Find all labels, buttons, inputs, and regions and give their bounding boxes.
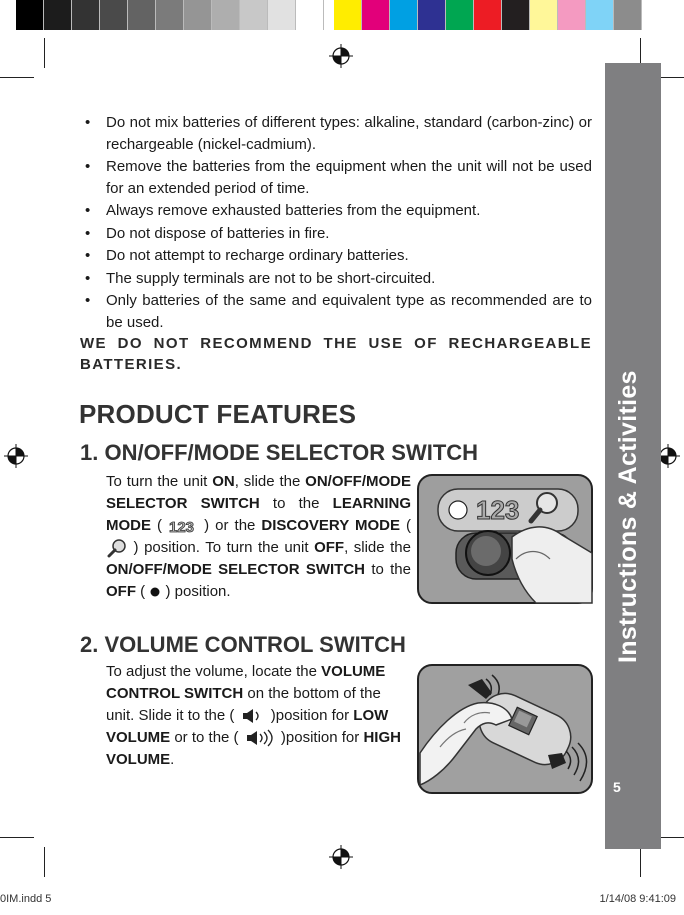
color-swatch (474, 0, 502, 30)
bullet: • (85, 224, 91, 242)
crop-mark (0, 77, 34, 78)
color-swatch (614, 0, 642, 30)
section-2-paragraph: To adjust the volume, locate the VOLUME CONTROL SWITCH on the bottom of the unit. Slide it to the ( )position for LOW VOLUME or to the ( )position for HIGH VOLUME. (106, 663, 401, 768)
bullet: • (85, 202, 91, 219)
list-item: • Always remove exhausted batteries from the equipment. (80, 200, 592, 222)
color-swatch (362, 0, 390, 30)
section-1-title: 1. ON/OFF/MODE SELECTOR SWITCH (80, 440, 479, 465)
list-item: • Do not dispose of batteries in fire. (80, 223, 592, 245)
magnifier-icon (106, 538, 128, 558)
color-swatch (72, 0, 100, 30)
crop-mark (0, 837, 34, 838)
crop-mark (44, 847, 45, 877)
crop-mark (44, 38, 45, 68)
sidebar-tab (605, 63, 661, 849)
battery-warnings-list (80, 112, 592, 334)
sidebar-title: Instructions & Activities (614, 370, 642, 663)
bullet: • (85, 114, 91, 131)
low-volume-icon (239, 707, 267, 725)
page-number: 5 (613, 779, 621, 795)
rechargeable-warning: WE DO NOT RECOMMEND THE USE OF RECHARGEABLE BATTERIES. (80, 335, 592, 373)
bullet: • (85, 269, 91, 287)
list-item: • Remove the batteries from the equipment when the unit will not be used for an extended period of time. (85, 158, 592, 197)
list-item: • Only batteries of the same and equivalent type as recommended are to be used. (85, 292, 592, 331)
color-swatch (212, 0, 240, 30)
volume-switch-illustration (416, 663, 594, 795)
learning-mode-numbers: 123 (476, 495, 520, 525)
mode-switch-illustration (416, 473, 594, 605)
section-2-title: 2. VOLUME CONTROL SWITCH (80, 632, 406, 657)
off-dot-icon (149, 586, 161, 598)
color-swatch (446, 0, 474, 30)
color-calibration-bar (16, 0, 642, 30)
high-volume-icon (243, 729, 277, 747)
color-swatch (502, 0, 530, 30)
registration-mark-icon (329, 44, 353, 68)
color-swatch (586, 0, 614, 30)
list-item: • Do not attempt to recharge ordinary batteries. (80, 245, 592, 267)
footer-timestamp: 1/14/08 9:41:09 (599, 893, 676, 905)
bullet: • (85, 158, 91, 175)
color-swatch (418, 0, 446, 30)
registration-mark-icon (4, 444, 28, 468)
color-swatch (184, 0, 212, 30)
bullet: • (85, 247, 91, 264)
bullet: • (85, 292, 91, 309)
learning-mode-numbers: 123 (169, 519, 195, 536)
page-title: PRODUCT FEATURES (79, 399, 357, 429)
color-swatch (44, 0, 72, 30)
learning-mode-icon (168, 517, 198, 535)
swatch-gap (324, 0, 334, 30)
color-swatch (100, 0, 128, 30)
list-item: • Do not mix batteries of different types: alkaline, standard (carbon-zinc) or rechargeable (nickel-cadmium). (85, 114, 592, 153)
color-swatch (334, 0, 362, 30)
color-swatch (156, 0, 184, 30)
color-swatch (296, 0, 324, 30)
color-swatch (558, 0, 586, 30)
color-swatch (128, 0, 156, 30)
registration-mark-icon (329, 845, 353, 869)
section-1-paragraph: To turn the unit ON, slide the ON/OFF/MODE SELECTOR SWITCH to the LEARNING MODE ( 123 ) or the DISCOVERY MODE ( ) position. To turn the unit OFF, slide the ON/OFF/MODE SELECTOR SWITCH to the OFF ( ) position. (106, 473, 412, 600)
list-item: • The supply terminals are not to be short-circuited. (80, 268, 592, 290)
color-swatch (16, 0, 44, 30)
crop-mark (640, 847, 641, 877)
color-swatch (390, 0, 418, 30)
color-swatch (530, 0, 558, 30)
color-swatch (240, 0, 268, 30)
color-swatch (268, 0, 296, 30)
footer-file-name: 0IM.indd 5 (0, 893, 52, 905)
